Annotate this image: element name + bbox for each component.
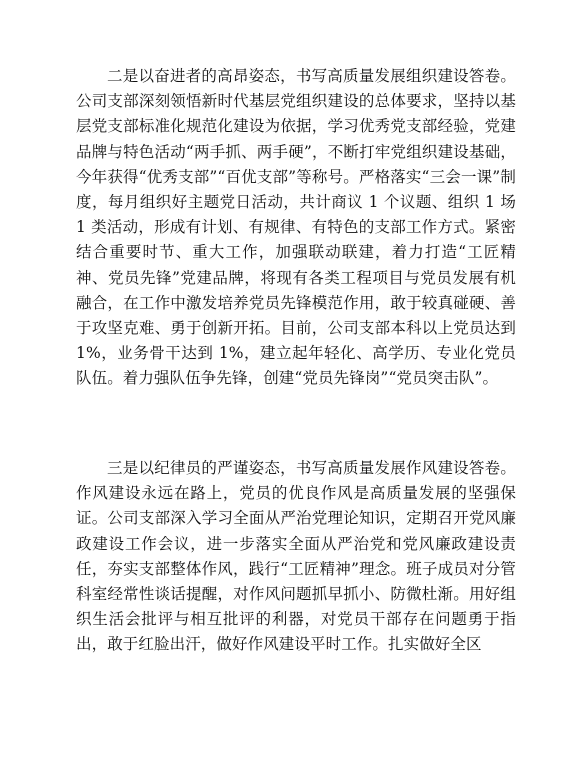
body-paragraph: 三是以纪律员的严谨姿态，书写高质量发展作风建设答卷。作风建设永远在路上，党员的优良作风是高质量发展的坚强保证。公司支部深入学习全面从严治党理论知识，定期召开党风廉政建设工作会议，进一步落实全面从严治党和党风廉政建设责任，夯实支部整体作风，践行“工匠精神”理念。班子成员对分管科室经常性谈话提醒，对作风问题抓早抓小、防微杜渐。用好组织生活会批评与相互批评的利器，对党员干部存在问题勇于指出，敢于红脸出汗，做好作风建设平时工作。扎实做好全区 (76, 459, 516, 654)
body-paragraph: 二是以奋进者的高昂姿态，书写高质量发展组织建设答卷。公司支部深刻领悟新时代基层党组织建设的总体要求，坚持以基层党支部标准化规范化建设为依据，学习优秀党支部经验，党建品牌与特色活动“两手抓、两手硬”，不断打牢党组织建设基础，今年获得“优秀支部”“百优支部”等称号。严格落实“三会一课”制度，每月组织好主题党日活动，共计商议 1 个议题、组织 1 场 1 类活动，形成有计划、有规律、有特色的支部工作方式。紧密结合重要时节、重大工作，加强联动联建，着力打造“工匠精神、党员先锋”党建品牌，将现有各类工程项目与党员发展有机融合，在工作中激发培养党员先锋模范作用，敢于较真碰硬、善于攻坚克难、勇于创新开拓。目前，公司支部本科以上党员达到 1%，业务骨干达到 1%，建立起年轻化、高学历、专业化党员队伍。着力强队伍争先锋，创建“党员先锋岗”“党员突击队”。 (76, 67, 516, 388)
